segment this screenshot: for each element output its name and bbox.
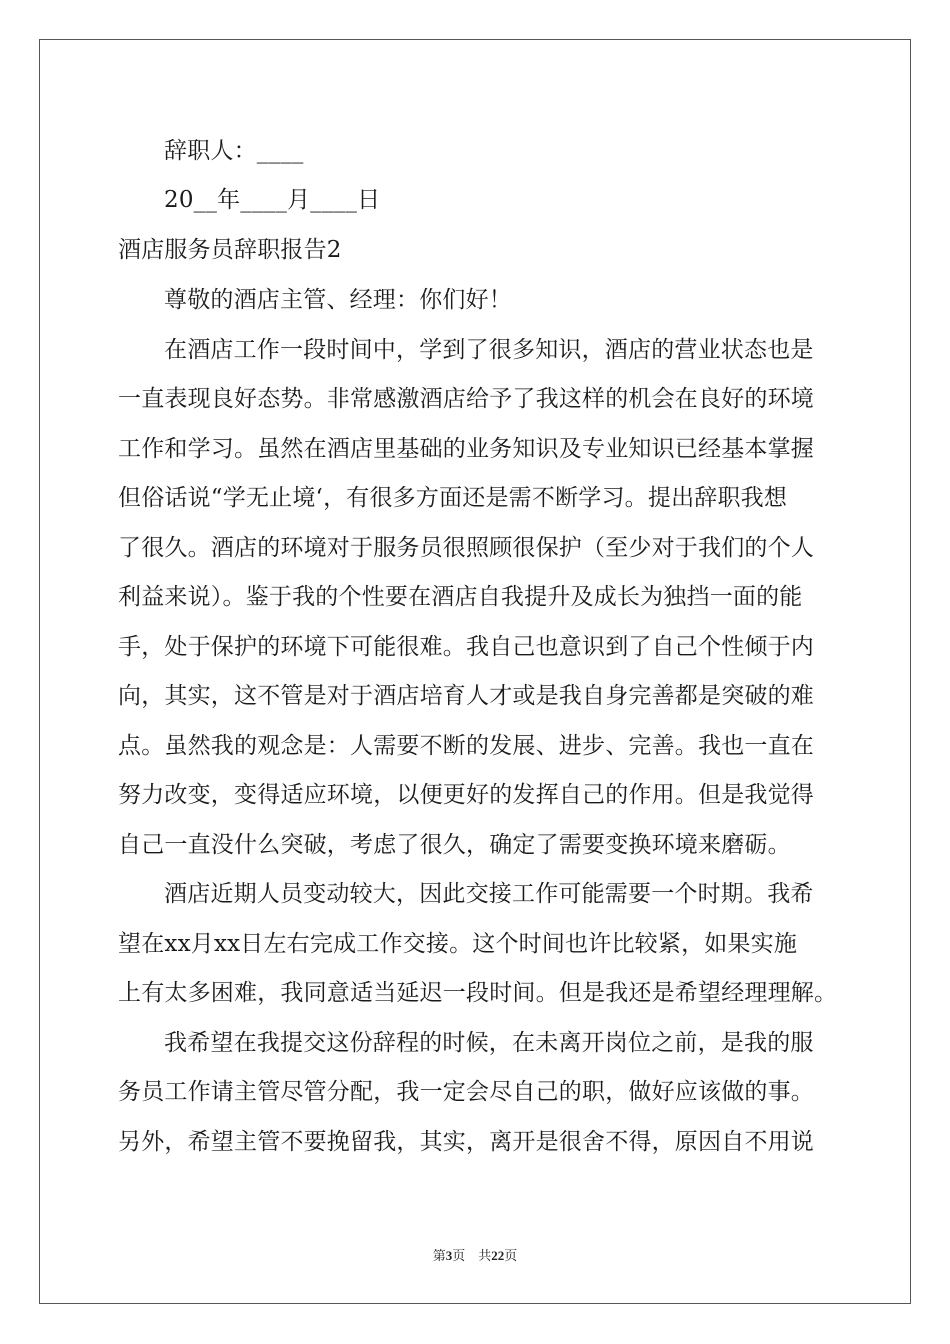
paragraph-line: 一直表现良好态势。非常感激酒店给予了我这样的机会在良好的环境 bbox=[118, 386, 814, 412]
total-pages: 22 bbox=[491, 1248, 505, 1263]
paragraph-line: 工作和学习。虽然在酒店里基础的业务知识及专业知识已经基本掌握 bbox=[118, 436, 814, 462]
paragraph-line: 点。虽然我的观念是：人需要不断的发展、进步、完善。我也一直在 bbox=[118, 733, 814, 759]
paragraph-line: 另外，希望主管不要挽留我，其实，离开是很舍不得，原因自不用说 bbox=[118, 1129, 814, 1155]
paragraph-line: 自己一直没什么突破，考虑了很久，确定了需要变换环境来磨砺。 bbox=[118, 832, 791, 858]
salutation: 尊敬的酒店主管、经理：你们好！ bbox=[164, 287, 512, 313]
paragraph-line: 酒店近期人员变动较大，因此交接工作可能需要一个时期。我希 bbox=[164, 881, 814, 907]
signature-line: 辞职人：____ bbox=[164, 138, 304, 164]
page-number: 3 bbox=[445, 1248, 453, 1263]
section-title: 酒店服务员辞职报告2 bbox=[118, 237, 342, 263]
page-border bbox=[39, 39, 911, 1304]
paragraph-line: 在酒店工作一段时间中，学到了很多知识，酒店的营业状态也是 bbox=[164, 337, 814, 363]
paragraph-line: 手，处于保护的环境下可能很难。我自己也意识到了自己个性倾于内 bbox=[118, 634, 814, 660]
date-line: 20__年____月____日 bbox=[164, 187, 381, 213]
paragraph-line: 我希望在我提交这份辞程的时候，在未离开岗位之前，是我的服 bbox=[164, 1030, 814, 1056]
paragraph-line: 望在xx月xx日左右完成工作交接。这个时间也许比较紧，如果实施 bbox=[118, 931, 798, 957]
footer-mid: 页 共 bbox=[452, 1248, 492, 1263]
footer-prefix: 第 bbox=[432, 1248, 446, 1263]
paragraph-line: 但俗话说“学无止境‘，有很多方面还是需不断学习。提出辞职我想 bbox=[118, 485, 788, 511]
paragraph-line: 努力改变，变得适应环境，以便更好的发挥自己的作用。但是我觉得 bbox=[118, 782, 814, 808]
paragraph-line: 务员工作请主管尽管分配，我一定会尽自己的职，做好应该做的事。 bbox=[118, 1079, 814, 1105]
paragraph-line: 利益来说）。鉴于我的个性要在酒店自我提升及成长为独挡一面的能 bbox=[118, 584, 803, 610]
paragraph-line: 向，其实，这不管是对于酒店培育人才或是我自身完善都是突破的难 bbox=[118, 683, 814, 709]
paragraph-line: 上有太多困难，我同意适当延迟一段时间。但是我还是希望经理理解。 bbox=[118, 980, 838, 1006]
footer-suffix: 页 bbox=[504, 1248, 518, 1263]
paragraph-line: 了很久。酒店的环境对于服务员很照顾很保护（至少对于我们的个人 bbox=[118, 535, 814, 561]
page-footer bbox=[0, 1247, 950, 1265]
